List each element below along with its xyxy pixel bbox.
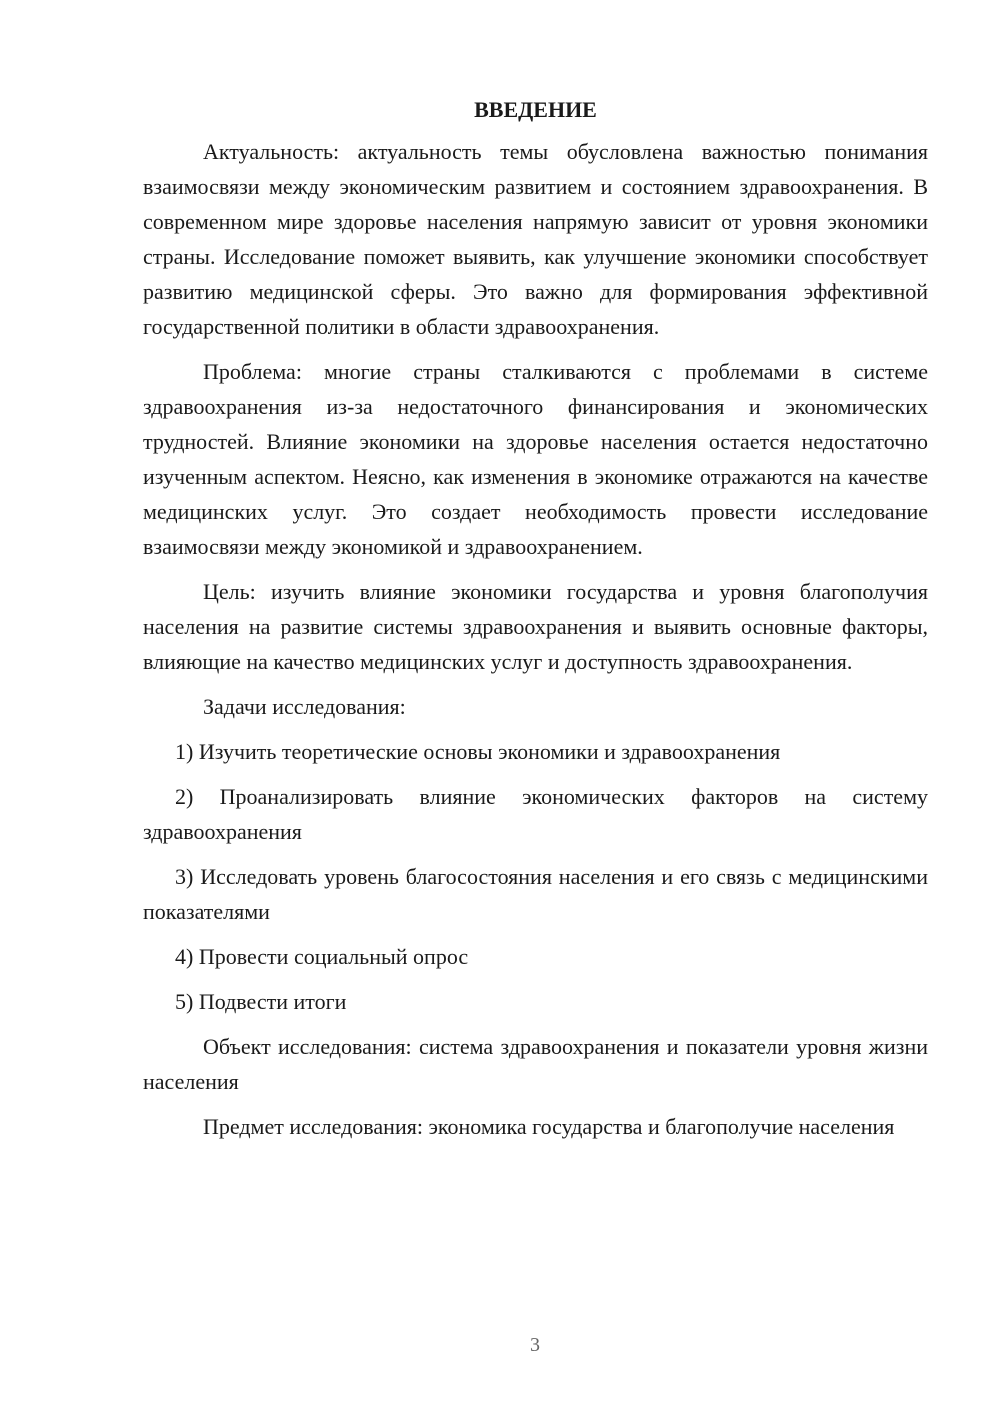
document-page (143, 96, 928, 1154)
problem-paragraph: Проблема: многие страны сталкиваются с проблемами в системе здравоохранения из-за недостаточного финансирования и экономических трудностей. Влияние экономики на здоровье населения остается недостаточно изученным аспектом. Неясно, как изменения в экономике отражаются на качестве медицинских услуг. Это создает необходимость провести исследование взаимосвязи между экономикой и здравоохранением. (143, 359, 928, 559)
task-item-5: 5) Подвести итоги (175, 989, 347, 1014)
task-item-1: 1) Изучить теоретические основы экономики и здравоохранения (175, 739, 781, 764)
task-item-4: 4) Провести социальный опрос (175, 944, 469, 969)
relevance-paragraph: Актуальность: актуальность темы обусловлена важностью понимания взаимосвязи между экономическим развитием и состоянием здравоохранения. В современном мире здоровье населения напрямую зависит от уровня экономики страны. Исследование поможет выявить, как улучшение экономики способствует развитию медицинской сферы. Это важно для формирования эффективной государственной политики в области здравоохранения. (143, 139, 928, 339)
page-title: ВВЕДЕНИЕ (474, 97, 597, 122)
goal-paragraph: Цель: изучить влияние экономики государства и уровня благополучия населения на развитие системы здравоохранения и выявить основные факторы, влияющие на качество медицинских услуг и доступность здравоохранения. (143, 579, 928, 674)
tasks-label: Задачи исследования: (203, 694, 406, 719)
task-item-3: 3) Исследовать уровень благосостояния населения и его связь с медицинскими показателями (143, 864, 928, 924)
subject-paragraph: Предмет исследования: экономика государства и благополучие населения (203, 1114, 895, 1139)
object-paragraph: Объект исследования: система здравоохранения и показатели уровня жизни населения (143, 1034, 928, 1094)
task-item-2: 2) Проанализировать влияние экономических факторов на систему здравоохранения (143, 784, 928, 844)
page-number: 3 (530, 1334, 540, 1356)
